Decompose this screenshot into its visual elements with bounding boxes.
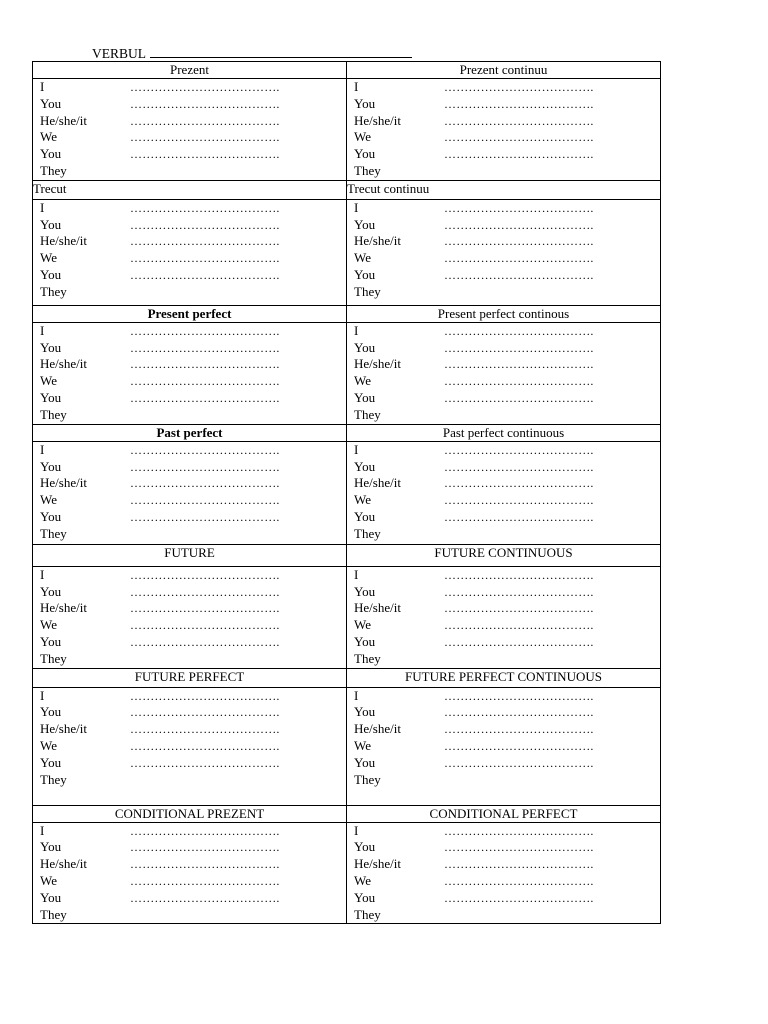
pronoun-label: I xyxy=(40,441,45,457)
conjugation-line xyxy=(354,839,660,856)
worksheet-header xyxy=(92,44,412,62)
conjugation-block xyxy=(347,200,660,301)
answer-blank[interactable]: ………………………………. xyxy=(444,130,594,145)
verb-blank-line[interactable] xyxy=(150,44,412,58)
conjugation-line xyxy=(40,823,346,840)
pronoun-label: They xyxy=(40,906,67,922)
pronoun-label: I xyxy=(354,441,359,457)
verb-label: VERBUL xyxy=(92,46,146,61)
conjugation-line xyxy=(354,163,660,180)
answer-blank[interactable]: ………………………………. xyxy=(444,217,594,232)
answer-blank[interactable]: ………………………………. xyxy=(130,823,280,838)
tense-title-right: Past perfect continuous xyxy=(347,424,661,441)
pronoun-label: You xyxy=(354,508,376,524)
answer-blank[interactable]: ………………………………. xyxy=(444,80,594,94)
answer-blank[interactable]: ………………………………. xyxy=(130,738,280,753)
pronoun-label: He/she/it xyxy=(354,233,401,249)
conjugation-line xyxy=(40,340,346,357)
pronoun-label: They xyxy=(354,906,381,922)
pronoun-label: You xyxy=(40,754,62,770)
conjugation-line xyxy=(40,688,346,705)
pronoun-label: We xyxy=(40,617,57,633)
tense-title-right: FUTURE CONTINUOUS xyxy=(347,544,661,566)
answer-blank[interactable]: ………………………………. xyxy=(444,493,594,508)
pronoun-label: You xyxy=(40,458,62,474)
answer-blank[interactable]: ………………………………. xyxy=(444,476,594,491)
answer-blank[interactable]: ………………………………. xyxy=(444,857,594,872)
conjugation-line xyxy=(354,492,660,509)
conjugation-line xyxy=(40,738,346,755)
pronoun-label: You xyxy=(40,839,62,855)
answer-blank[interactable]: ………………………………. xyxy=(130,323,280,338)
answer-blank[interactable]: ………………………………. xyxy=(130,584,280,599)
conjugation-line xyxy=(354,146,660,163)
conjugation-block xyxy=(347,323,660,424)
conjugation-line xyxy=(354,217,660,234)
conjugation-cell-left xyxy=(33,822,347,924)
section-header-row xyxy=(33,424,661,441)
conjugation-line xyxy=(40,704,346,721)
conjugation-line xyxy=(40,856,346,873)
conjugation-line xyxy=(40,250,346,267)
answer-blank[interactable]: ………………………………. xyxy=(130,442,280,457)
pronoun-label: You xyxy=(40,389,62,405)
tense-table xyxy=(32,61,661,924)
answer-blank[interactable]: ………………………………. xyxy=(130,688,280,703)
pronoun-label: We xyxy=(40,250,57,266)
pronoun-label: You xyxy=(40,216,62,232)
answer-blank[interactable]: ………………………………. xyxy=(130,147,280,162)
conjugation-cell-right xyxy=(347,441,661,544)
pronoun-label: He/she/it xyxy=(40,233,87,249)
tense-title-right: FUTURE PERFECT CONTINUOUS xyxy=(347,668,661,687)
conjugation-line xyxy=(40,772,346,789)
conjugation-line xyxy=(354,475,660,492)
answer-blank[interactable]: ………………………………. xyxy=(444,200,594,215)
pronoun-label: He/she/it xyxy=(40,112,87,128)
conjugation-line xyxy=(354,651,660,668)
conjugation-line xyxy=(354,96,660,113)
pronoun-label: You xyxy=(40,508,62,524)
answer-blank[interactable]: ………………………………. xyxy=(444,755,594,770)
answer-blank[interactable]: ………………………………. xyxy=(130,705,280,720)
answer-blank[interactable]: ………………………………. xyxy=(130,509,280,524)
pronoun-label: We xyxy=(354,250,371,266)
conjugation-line xyxy=(40,146,346,163)
answer-blank[interactable]: ………………………………. xyxy=(444,147,594,162)
pronoun-label: I xyxy=(354,79,359,94)
section-header-row xyxy=(33,305,661,322)
section-header-row xyxy=(33,805,661,822)
tense-title-right: Trecut continuu xyxy=(347,180,661,199)
conjugation-line xyxy=(40,96,346,113)
conjugation-line xyxy=(40,267,346,284)
conjugation-cell-left xyxy=(33,79,347,181)
conjugation-cell-right xyxy=(347,79,661,181)
section-header-row xyxy=(33,62,661,79)
answer-blank[interactable]: ………………………………. xyxy=(130,755,280,770)
conjugation-cell-right xyxy=(347,199,661,305)
pronoun-label: You xyxy=(40,704,62,720)
pronoun-label: We xyxy=(354,373,371,389)
pronoun-label: He/she/it xyxy=(40,475,87,491)
answer-blank[interactable]: ………………………………. xyxy=(130,601,280,616)
pronoun-label: I xyxy=(40,566,45,582)
conjugation-line xyxy=(40,873,346,890)
conjugation-line xyxy=(40,475,346,492)
pronoun-label: You xyxy=(40,339,62,355)
conjugation-line xyxy=(354,340,660,357)
pronoun-label: They xyxy=(354,525,381,541)
section-header-row xyxy=(33,668,661,687)
conjugation-line xyxy=(354,233,660,250)
pronoun-label: He/she/it xyxy=(40,856,87,872)
conjugation-block xyxy=(347,823,660,924)
pronoun-label: They xyxy=(40,525,67,541)
conjugation-block xyxy=(33,323,346,424)
pronoun-label: They xyxy=(40,771,67,787)
answer-blank[interactable]: ………………………………. xyxy=(444,459,594,474)
conjugation-line xyxy=(354,459,660,476)
conjugation-row xyxy=(33,199,661,305)
section-header-row xyxy=(33,544,661,566)
answer-blank[interactable]: ………………………………. xyxy=(444,823,594,838)
conjugation-block xyxy=(347,79,660,180)
conjugation-line xyxy=(354,823,660,840)
tense-title-left: FUTURE PERFECT xyxy=(33,668,347,687)
pronoun-label: I xyxy=(40,322,45,338)
pronoun-label: I xyxy=(40,199,45,215)
conjugation-line xyxy=(354,772,660,789)
answer-blank[interactable]: ………………………………. xyxy=(444,705,594,720)
conjugation-line xyxy=(354,600,660,617)
conjugation-line xyxy=(354,617,660,634)
pronoun-label: He/she/it xyxy=(354,475,401,491)
conjugation-block xyxy=(347,567,660,668)
conjugation-line xyxy=(40,721,346,738)
conjugation-line xyxy=(354,356,660,373)
answer-blank[interactable]: ………………………………. xyxy=(444,234,594,249)
pronoun-label: You xyxy=(40,266,62,282)
conjugation-line xyxy=(354,634,660,651)
conjugation-line xyxy=(40,233,346,250)
conjugation-line xyxy=(40,407,346,424)
answer-blank[interactable]: ………………………………. xyxy=(130,267,280,282)
tense-title-left: Present perfect xyxy=(33,305,347,322)
pronoun-label: We xyxy=(354,872,371,888)
answer-blank[interactable]: ………………………………. xyxy=(444,390,594,405)
pronoun-label: I xyxy=(354,199,359,215)
pronoun-label: They xyxy=(40,406,67,422)
conjugation-block xyxy=(347,442,660,543)
answer-blank[interactable]: ………………………………. xyxy=(130,357,280,372)
conjugation-block xyxy=(33,79,346,180)
pronoun-label: We xyxy=(40,129,57,145)
conjugation-line xyxy=(40,390,346,407)
pronoun-label: They xyxy=(40,650,67,666)
conjugation-cell-right xyxy=(347,687,661,805)
answer-blank[interactable]: ………………………………. xyxy=(130,340,280,355)
conjugation-line xyxy=(354,567,660,584)
pronoun-label: They xyxy=(40,162,67,178)
answer-blank[interactable]: ………………………………. xyxy=(444,340,594,355)
pronoun-label: We xyxy=(354,737,371,753)
answer-blank[interactable]: ………………………………. xyxy=(130,459,280,474)
answer-blank[interactable]: ………………………………. xyxy=(444,634,594,649)
answer-blank[interactable]: ………………………………. xyxy=(444,374,594,389)
conjugation-line xyxy=(354,323,660,340)
pronoun-label: They xyxy=(354,650,381,666)
pronoun-label: I xyxy=(354,822,359,838)
answer-blank[interactable]: ………………………………. xyxy=(444,509,594,524)
conjugation-line xyxy=(354,373,660,390)
conjugation-row xyxy=(33,441,661,544)
pronoun-label: You xyxy=(354,216,376,232)
pronoun-label: I xyxy=(40,687,45,703)
answer-blank[interactable]: ………………………………. xyxy=(444,722,594,737)
pronoun-label: He/she/it xyxy=(354,721,401,737)
pronoun-label: We xyxy=(40,737,57,753)
conjugation-block xyxy=(33,688,346,789)
conjugation-line xyxy=(40,890,346,907)
answer-blank[interactable]: ………………………………. xyxy=(444,567,594,582)
answer-blank[interactable]: ………………………………. xyxy=(444,890,594,905)
conjugation-cell-left xyxy=(33,687,347,805)
conjugation-cell-left xyxy=(33,441,347,544)
conjugation-line xyxy=(40,634,346,651)
answer-blank[interactable]: ………………………………. xyxy=(130,251,280,266)
pronoun-label: We xyxy=(40,373,57,389)
pronoun-label: He/she/it xyxy=(354,856,401,872)
answer-blank[interactable]: ………………………………. xyxy=(444,688,594,703)
conjugation-line xyxy=(40,356,346,373)
conjugation-line xyxy=(40,79,346,96)
conjugation-line xyxy=(354,250,660,267)
conjugation-line xyxy=(40,567,346,584)
conjugation-cell-right xyxy=(347,822,661,924)
pronoun-label: You xyxy=(354,754,376,770)
conjugation-line xyxy=(40,284,346,301)
conjugation-line xyxy=(40,600,346,617)
pronoun-label: You xyxy=(354,266,376,282)
tense-title-left: Trecut xyxy=(33,180,347,199)
conjugation-line xyxy=(354,526,660,543)
pronoun-label: He/she/it xyxy=(354,356,401,372)
answer-blank[interactable]: ………………………………. xyxy=(130,374,280,389)
conjugation-line xyxy=(40,907,346,924)
conjugation-line xyxy=(40,584,346,601)
pronoun-label: They xyxy=(354,162,381,178)
conjugation-line xyxy=(40,755,346,772)
pronoun-label: You xyxy=(40,889,62,905)
pronoun-label: You xyxy=(354,458,376,474)
conjugation-line xyxy=(354,267,660,284)
pronoun-label: We xyxy=(354,129,371,145)
pronoun-label: We xyxy=(40,492,57,508)
answer-blank[interactable]: ………………………………. xyxy=(130,217,280,232)
conjugation-cell-left xyxy=(33,322,347,424)
pronoun-label: They xyxy=(40,283,67,299)
conjugation-line xyxy=(354,873,660,890)
tense-title-left: FUTURE xyxy=(33,544,347,566)
conjugation-line xyxy=(40,839,346,856)
conjugation-line xyxy=(40,492,346,509)
pronoun-label: You xyxy=(40,146,62,162)
conjugation-line xyxy=(40,217,346,234)
pronoun-label: I xyxy=(354,687,359,703)
pronoun-label: We xyxy=(354,492,371,508)
conjugation-line xyxy=(40,323,346,340)
conjugation-line xyxy=(354,584,660,601)
answer-blank[interactable]: ………………………………. xyxy=(444,873,594,888)
pronoun-label: We xyxy=(354,617,371,633)
conjugation-line xyxy=(354,721,660,738)
pronoun-label: He/she/it xyxy=(40,356,87,372)
answer-blank[interactable]: ………………………………. xyxy=(130,873,280,888)
conjugation-line xyxy=(354,79,660,96)
conjugation-line xyxy=(40,509,346,526)
pronoun-label: You xyxy=(354,633,376,649)
pronoun-label: You xyxy=(354,339,376,355)
answer-blank[interactable]: ………………………………. xyxy=(444,442,594,457)
pronoun-label: They xyxy=(354,771,381,787)
conjugation-line xyxy=(40,459,346,476)
conjugation-line xyxy=(40,113,346,130)
conjugation-line xyxy=(354,113,660,130)
tense-title-left: Past perfect xyxy=(33,424,347,441)
answer-blank[interactable]: ………………………………. xyxy=(444,96,594,111)
conjugation-cell-left xyxy=(33,566,347,668)
conjugation-block xyxy=(347,688,660,789)
answer-blank[interactable]: ………………………………. xyxy=(444,738,594,753)
answer-blank[interactable]: ………………………………. xyxy=(130,200,280,215)
pronoun-label: They xyxy=(354,283,381,299)
conjugation-cell-right xyxy=(347,322,661,424)
answer-blank[interactable]: ………………………………. xyxy=(444,601,594,616)
conjugation-line xyxy=(40,373,346,390)
pronoun-label: He/she/it xyxy=(40,600,87,616)
conjugation-line xyxy=(354,509,660,526)
conjugation-line xyxy=(354,856,660,873)
pronoun-label: I xyxy=(40,822,45,838)
conjugation-row xyxy=(33,822,661,924)
pronoun-label: You xyxy=(40,95,62,111)
pronoun-label: You xyxy=(354,704,376,720)
conjugation-line xyxy=(354,200,660,217)
answer-blank[interactable]: ………………………………. xyxy=(130,96,280,111)
conjugation-line xyxy=(354,129,660,146)
answer-blank[interactable]: ………………………………. xyxy=(130,113,280,128)
conjugation-line xyxy=(354,890,660,907)
pronoun-label: You xyxy=(354,583,376,599)
pronoun-label: I xyxy=(354,566,359,582)
tense-title-right: Present perfect continous xyxy=(347,305,661,322)
answer-blank[interactable]: ………………………………. xyxy=(130,857,280,872)
pronoun-label: You xyxy=(354,889,376,905)
pronoun-label: You xyxy=(354,389,376,405)
answer-blank[interactable]: ………………………………. xyxy=(130,634,280,649)
pronoun-label: You xyxy=(354,146,376,162)
pronoun-label: He/she/it xyxy=(40,721,87,737)
conjugation-block xyxy=(33,200,346,301)
conjugation-line xyxy=(40,442,346,459)
conjugation-block xyxy=(33,567,346,668)
pronoun-label: He/she/it xyxy=(354,112,401,128)
conjugation-line xyxy=(354,907,660,924)
answer-blank[interactable]: ………………………………. xyxy=(130,234,280,249)
conjugation-row xyxy=(33,566,661,668)
answer-blank[interactable]: ………………………………. xyxy=(444,323,594,338)
pronoun-label: I xyxy=(40,79,45,94)
pronoun-label: They xyxy=(354,406,381,422)
pronoun-label: You xyxy=(354,839,376,855)
answer-blank[interactable]: ………………………………. xyxy=(444,618,594,633)
answer-blank[interactable]: ………………………………. xyxy=(130,567,280,582)
conjugation-line xyxy=(40,617,346,634)
conjugation-line xyxy=(354,688,660,705)
tense-title-right: Prezent continuu xyxy=(347,62,661,79)
answer-blank[interactable]: ………………………………. xyxy=(130,80,280,94)
pronoun-label: You xyxy=(354,95,376,111)
pronoun-label: I xyxy=(354,322,359,338)
tense-title-left: CONDITIONAL PREZENT xyxy=(33,805,347,822)
conjugation-block xyxy=(33,823,346,924)
conjugation-line xyxy=(354,390,660,407)
answer-blank[interactable]: ………………………………. xyxy=(130,493,280,508)
conjugation-line xyxy=(40,129,346,146)
answer-blank[interactable]: ………………………………. xyxy=(130,890,280,905)
pronoun-label: You xyxy=(40,583,62,599)
pronoun-label: He/she/it xyxy=(354,600,401,616)
conjugation-line xyxy=(354,738,660,755)
answer-blank[interactable]: ………………………………. xyxy=(444,267,594,282)
answer-blank[interactable]: ………………………………. xyxy=(130,130,280,145)
conjugation-line xyxy=(354,284,660,301)
conjugation-row xyxy=(33,79,661,181)
conjugation-block xyxy=(33,442,346,543)
answer-blank[interactable]: ………………………………. xyxy=(130,618,280,633)
answer-blank[interactable]: ………………………………. xyxy=(130,476,280,491)
answer-blank[interactable]: ………………………………. xyxy=(444,584,594,599)
answer-blank[interactable]: ………………………………. xyxy=(130,390,280,405)
answer-blank[interactable]: ………………………………. xyxy=(444,113,594,128)
conjugation-row xyxy=(33,687,661,805)
conjugation-line xyxy=(354,442,660,459)
answer-blank[interactable]: ………………………………. xyxy=(444,251,594,266)
answer-blank[interactable]: ………………………………. xyxy=(130,722,280,737)
section-header-row xyxy=(33,180,661,199)
conjugation-line xyxy=(354,407,660,424)
tense-title-left: Prezent xyxy=(33,62,347,79)
answer-blank[interactable]: ………………………………. xyxy=(444,357,594,372)
answer-blank[interactable]: ………………………………. xyxy=(130,840,280,855)
conjugation-cell-right xyxy=(347,566,661,668)
conjugation-line xyxy=(40,651,346,668)
conjugation-line xyxy=(354,704,660,721)
conjugation-cell-left xyxy=(33,199,347,305)
conjugation-line xyxy=(40,163,346,180)
tense-title-right: CONDITIONAL PERFECT xyxy=(347,805,661,822)
pronoun-label: You xyxy=(40,633,62,649)
conjugation-line xyxy=(40,526,346,543)
conjugation-line xyxy=(40,200,346,217)
conjugation-line xyxy=(354,755,660,772)
conjugation-row xyxy=(33,322,661,424)
answer-blank[interactable]: ………………………………. xyxy=(444,840,594,855)
pronoun-label: We xyxy=(40,872,57,888)
